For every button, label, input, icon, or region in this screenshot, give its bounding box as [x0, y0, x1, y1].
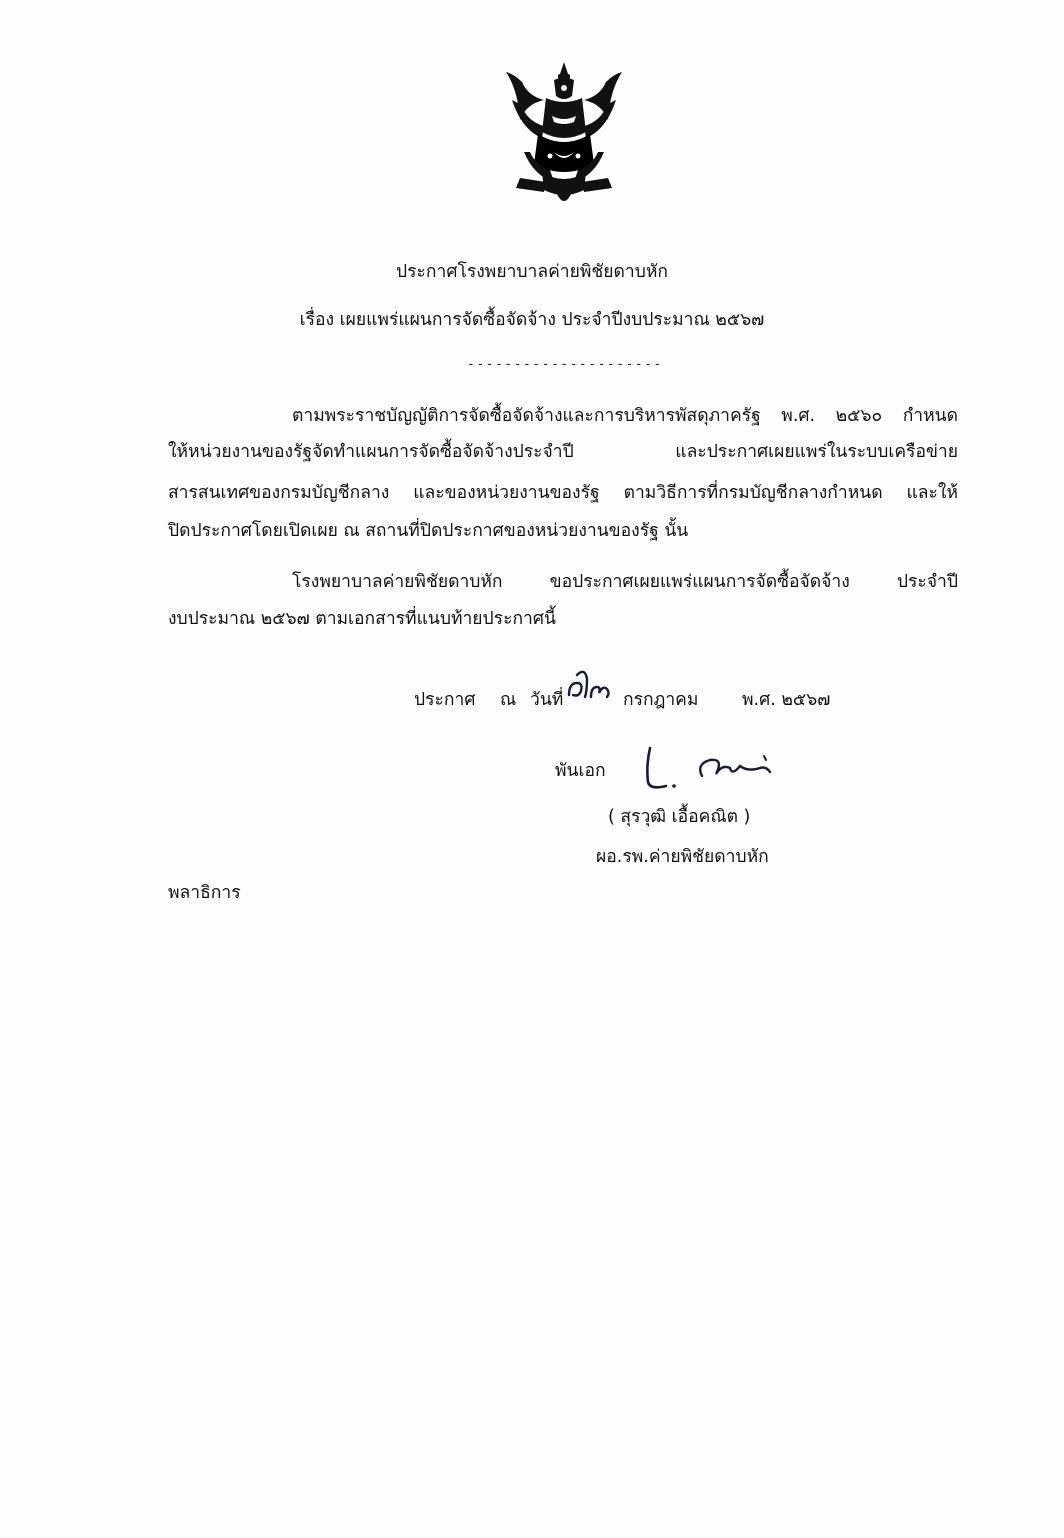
paragraph-1-line-3: สารสนเทศของกรมบัญชีกลาง และของหน่วยงานของรัฐ ตามวิธีการที่กรมบัญชีกลางกำหนด และให้	[168, 483, 958, 503]
paragraph-2-line-2: งบประมาณ ๒๕๖๗ ตามเอกสารที่แนบท้ายประกาศนี้	[168, 609, 556, 629]
paragraph-1-line-4: ปิดประกาศโดยเปิดเผย ณ สถานที่ปิดประกาศของหน่วยงานของรัฐ นั้น	[168, 521, 689, 541]
signer-position: ผอ.รพ.ค่ายพิชัยดาบหัก	[596, 847, 769, 867]
date-year: พ.ศ. ๒๕๖๗	[742, 690, 831, 710]
handwritten-day-icon	[565, 665, 613, 705]
date-month: กรกฎาคม	[623, 690, 699, 710]
typist-note: พลาธิการ	[168, 883, 241, 903]
signer-name: ( สุรวุฒิ เอื้อคณิต )	[608, 807, 751, 827]
separator-line: ---------------------	[467, 357, 663, 372]
paragraph-1-line-2: ให้หน่วยงานของรัฐจัดทำแผนการจัดซื้อจัดจ้างประจำปี และประกาศเผยแพร่ในระบบเครือข่าย	[168, 442, 958, 462]
announcement-title: ประกาศโรงพยาบาลค่ายพิชัยดาบหัก	[396, 262, 668, 282]
announcement-subject: เรื่อง เผยแพร่แผนการจัดซื้อจัดจ้าง ประจำปีงบประมาณ ๒๕๖๗	[299, 310, 765, 330]
date-announced-label: ประกาศ	[414, 690, 476, 710]
paragraph-2-line-1: โรงพยาบาลค่ายพิชัยดาบหัก ขอประกาศเผยแพร่แผนการจัดซื้อจัดจ้าง ประจำปี	[292, 572, 958, 592]
paragraph-1-line-1: ตามพระราชบัญญัติการจัดซื้อจัดจ้างและการบริหารพัสดุภาครัฐ พ.ศ. ๒๕๖๐ กำหนด	[292, 406, 958, 426]
date-at-label: ณ	[500, 690, 517, 710]
signer-rank: พันเอก	[555, 761, 606, 781]
garuda-emblem-icon	[498, 60, 630, 212]
handwritten-signature-icon	[632, 742, 792, 802]
date-day-label: วันที่	[530, 690, 564, 710]
